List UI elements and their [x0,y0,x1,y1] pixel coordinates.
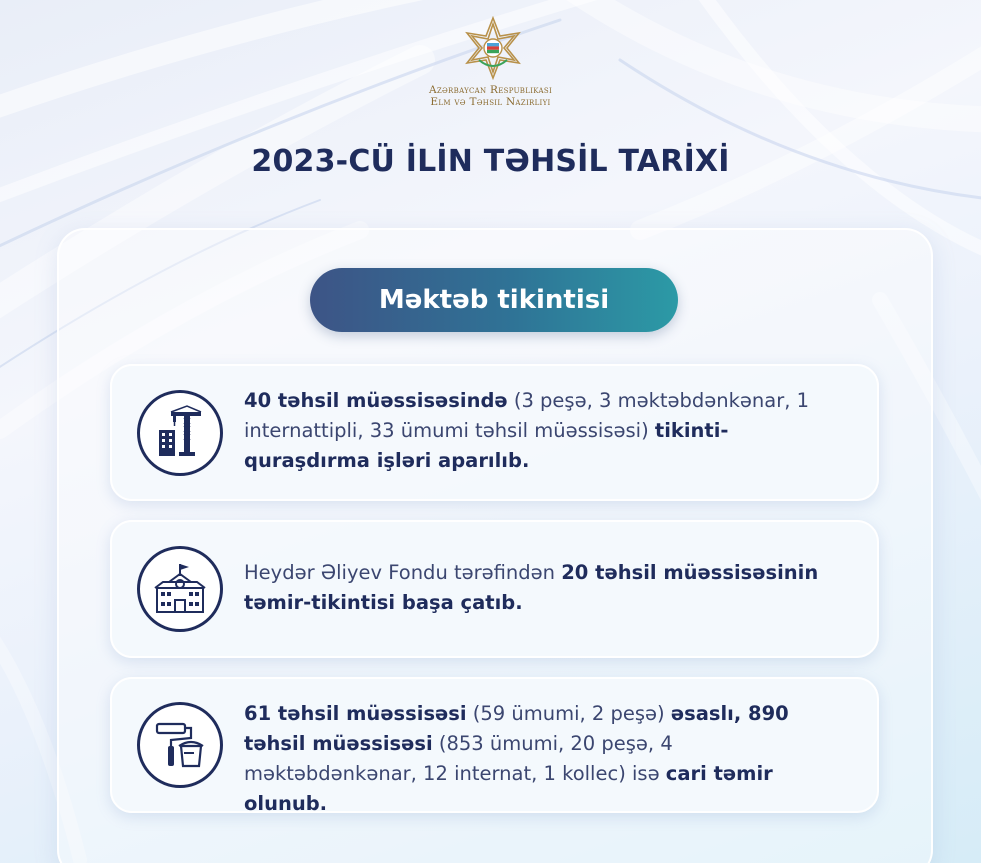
paint-roller-icon [137,702,223,788]
section-title: Məktəb tikintisi [378,285,610,315]
text-regular: (59 ümumi, 2 peşə) [466,702,671,725]
info-card-repair [110,677,879,813]
info-card-construction [110,364,879,501]
construction-crane-icon [137,390,223,476]
school-building-icon [137,546,223,632]
text-regular: Heydər Əliyev Fondu tərəfindən [244,561,562,584]
info-card-foundation [110,520,879,658]
text-bold: 61 təhsil müəssisəsi [244,702,467,725]
text-bold: 40 təhsil müəssisəsində [244,389,508,412]
card-text [244,558,851,618]
card-text [244,699,851,819]
text-bold: tikinti-quraşdırma işləri aparılıb. [244,419,729,472]
page-title: 2023-CÜ İLİN TƏHSİL TARİXİ [251,144,730,179]
header [0,0,981,215]
org-name-line1: Azərbaycan Respublikası [428,84,553,96]
org-name-line2: Elm və Təhsil Nazirliyi [430,96,551,108]
text-bold: cari təmir olunub. [244,762,773,815]
section-title-pill [310,268,678,332]
text-bold: əsaslı, 890 təhsil müəssisəsi [244,702,789,755]
text-bold: 20 təhsil müəssisəsinin təmir-tikintisi başa çatıb. [244,561,819,614]
card-text [244,386,851,476]
text-regular: (3 peşə, 3 məktəbdənkənar, 1 internattipli, 33 ümumi təhsil müəssisəsi) [244,389,810,442]
text-regular: (853 ümumi, 20 peşə, 4 məktəbdənkənar, 12 internat, 1 kollec) isə [244,732,673,785]
ministry-emblem-icon [461,16,525,80]
